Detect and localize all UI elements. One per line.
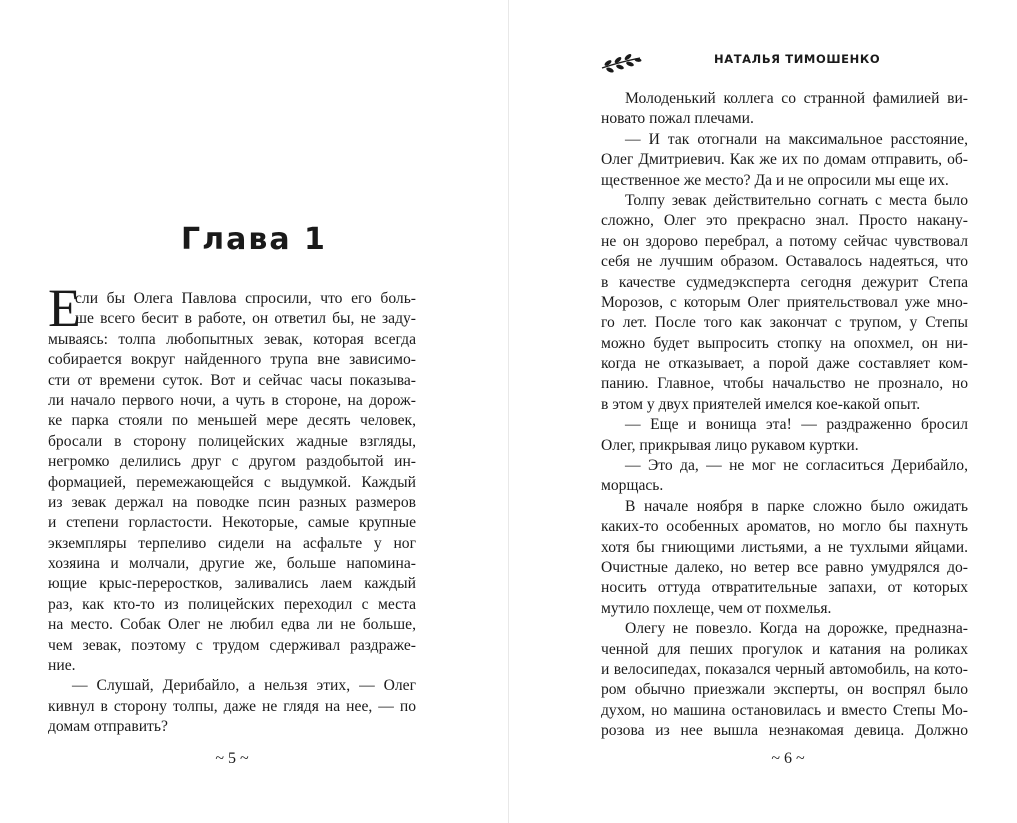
text-line: из зевак держал на поводке псин разных размеров (48, 493, 416, 511)
text-line: — Это да, — не мог не согласиться Дерибайло, (625, 457, 968, 475)
text-line: сти от времени суток. Вот и сейчас часы показыва- (48, 371, 416, 389)
text-line: Олег, прикрывая лицо рукавом куртки. (601, 436, 859, 454)
text-line: — Слушай, Дерибайло, а нельзя этих, — Олег (72, 677, 416, 695)
text-line: носить оттуда отвратительные запахи, от которых (601, 579, 968, 597)
text-line: го лет. После того как закончат с трупом, у Степы (601, 314, 968, 332)
text-line: и велосипедах, показался черный автомобиль, на кото- (601, 660, 968, 678)
chapter-title: Глава 1 (181, 222, 327, 257)
text-line: Толпу зевак действительно согнать с места было (625, 191, 968, 209)
text-line: экземпляры терпеливо сидели на асфальте у ног (48, 534, 416, 552)
page-number: ~ 6 ~ (771, 750, 805, 767)
text-line: — И так отогнали на максимальное расстояние, (625, 130, 968, 148)
right-page-body (601, 89, 968, 742)
text-line: когда не отказывает, а порой даже составляет ком- (601, 355, 968, 373)
text-line: негромко делились друг с другом раздобытой ин- (48, 453, 416, 471)
text-line: и степени горластости. Некоторые, самые крупные (48, 514, 416, 532)
text-line: ли начало первого ночи, а чуть в стороне, на дорож- (48, 391, 416, 409)
text-line: хотя бы гниющими листьями, а не тухлыми яйцами. (601, 538, 968, 556)
text-line: сли бы Олега Павлова спросили, что его боль- (75, 290, 416, 307)
text-line: на место. Собак Олег не любил едва ли не больше, (48, 616, 416, 634)
right-page (508, 0, 1017, 823)
text-line: сложно, Олег это прекрасно знал. Просто накану- (601, 212, 968, 230)
text-line: ром обычно приезжали эксперты, он воспрял было (601, 681, 968, 699)
text-line: ке парка стояли по меньшей мере десять человек, (48, 412, 416, 430)
text-line: панию. Главное, чтобы начальство не прознало, но (601, 375, 968, 393)
running-head-author: НАТАЛЬЯ ТИМОШЕНКО (714, 52, 881, 66)
text-line: домам отправить? (48, 718, 168, 736)
leaf-ornament-icon (600, 52, 642, 74)
page-number: ~ 5 ~ (215, 750, 249, 767)
text-line: раз, как кто-то из полицейских переходил с места (48, 595, 416, 613)
text-line: щественное же место? Да и не опросили мы еще их. (601, 171, 949, 189)
text-line: формацией, перемежающейся с выдумкой. Каждый (48, 473, 416, 491)
text-line: в качестве судмедэксперта сегодня дежурит Степа (601, 273, 968, 291)
text-line: Молоденький коллега со странной фамилией ви- (625, 90, 968, 107)
text-line: мутило похлеще, чем от похмелья. (601, 599, 832, 617)
text-line: кивнул в сторону толпы, даже не глядя на нее, — по (48, 697, 416, 715)
text-line: мываясь: толпа любопытных зевак, которая всегда (48, 330, 416, 348)
text-line: ше всего бесит в работе, он ответил бы, не заду- (75, 310, 416, 328)
text-line: Очистные далеко, но ветер все равно умудрялся до- (601, 558, 968, 576)
text-line: не он здорово перебрал, а потому сейчас чувствовал (601, 232, 968, 250)
text-line: новато пожал плечами. (601, 110, 754, 128)
text-line: каких-то особенных ароматов, но могло бы пахнуть (601, 518, 968, 536)
text-line: морщась. (601, 477, 664, 495)
text-line: ченной для пеших прогулок и катания на роликах (601, 640, 968, 658)
text-line: Олегу не повезло. Когда на дорожке, предназна- (625, 620, 968, 638)
text-line: В начале ноября в парке сложно было ожидать (625, 497, 968, 515)
left-page (0, 0, 508, 823)
drop-cap: Е (48, 278, 81, 338)
text-line: бросали в сторону полицейских жадные взгляды, (48, 432, 416, 450)
text-line: собирается вокруг найденного трупа вне зависимо- (48, 351, 416, 369)
text-line: себя не лучшим образом. Оставалось надеяться, что (601, 253, 968, 271)
text-line: ние. (48, 657, 76, 675)
text-line: ющие крыс-переростков, заливались лаем каждый (48, 575, 416, 593)
text-line: розова из нее вышла незнакомая девица. Должно (601, 722, 968, 740)
text-line: Олег Дмитриевич. Как же их по домам отправить, об- (601, 151, 968, 169)
text-line: Морозов, с которым Олег приятельствовал уже мно- (601, 293, 968, 311)
text-line: хозяина и молчали, другие же, больше напомина- (48, 555, 416, 573)
text-line: можно будет выпросить стопку на опохмел, он ни- (601, 334, 968, 352)
paragraph-with-dropcap (48, 278, 416, 338)
text-line: — Еще и вонища эта! — раздраженно бросил (625, 416, 968, 434)
text-line: духом, но машина остановилась и вместо Степы Мо- (601, 701, 968, 719)
text-line: в этом у двух приятелей имелся кое-какой опыт. (601, 395, 921, 413)
text-line: чем зевак, поэтому с трудом сдерживал раздраже- (48, 636, 416, 654)
left-page-body (48, 278, 416, 738)
